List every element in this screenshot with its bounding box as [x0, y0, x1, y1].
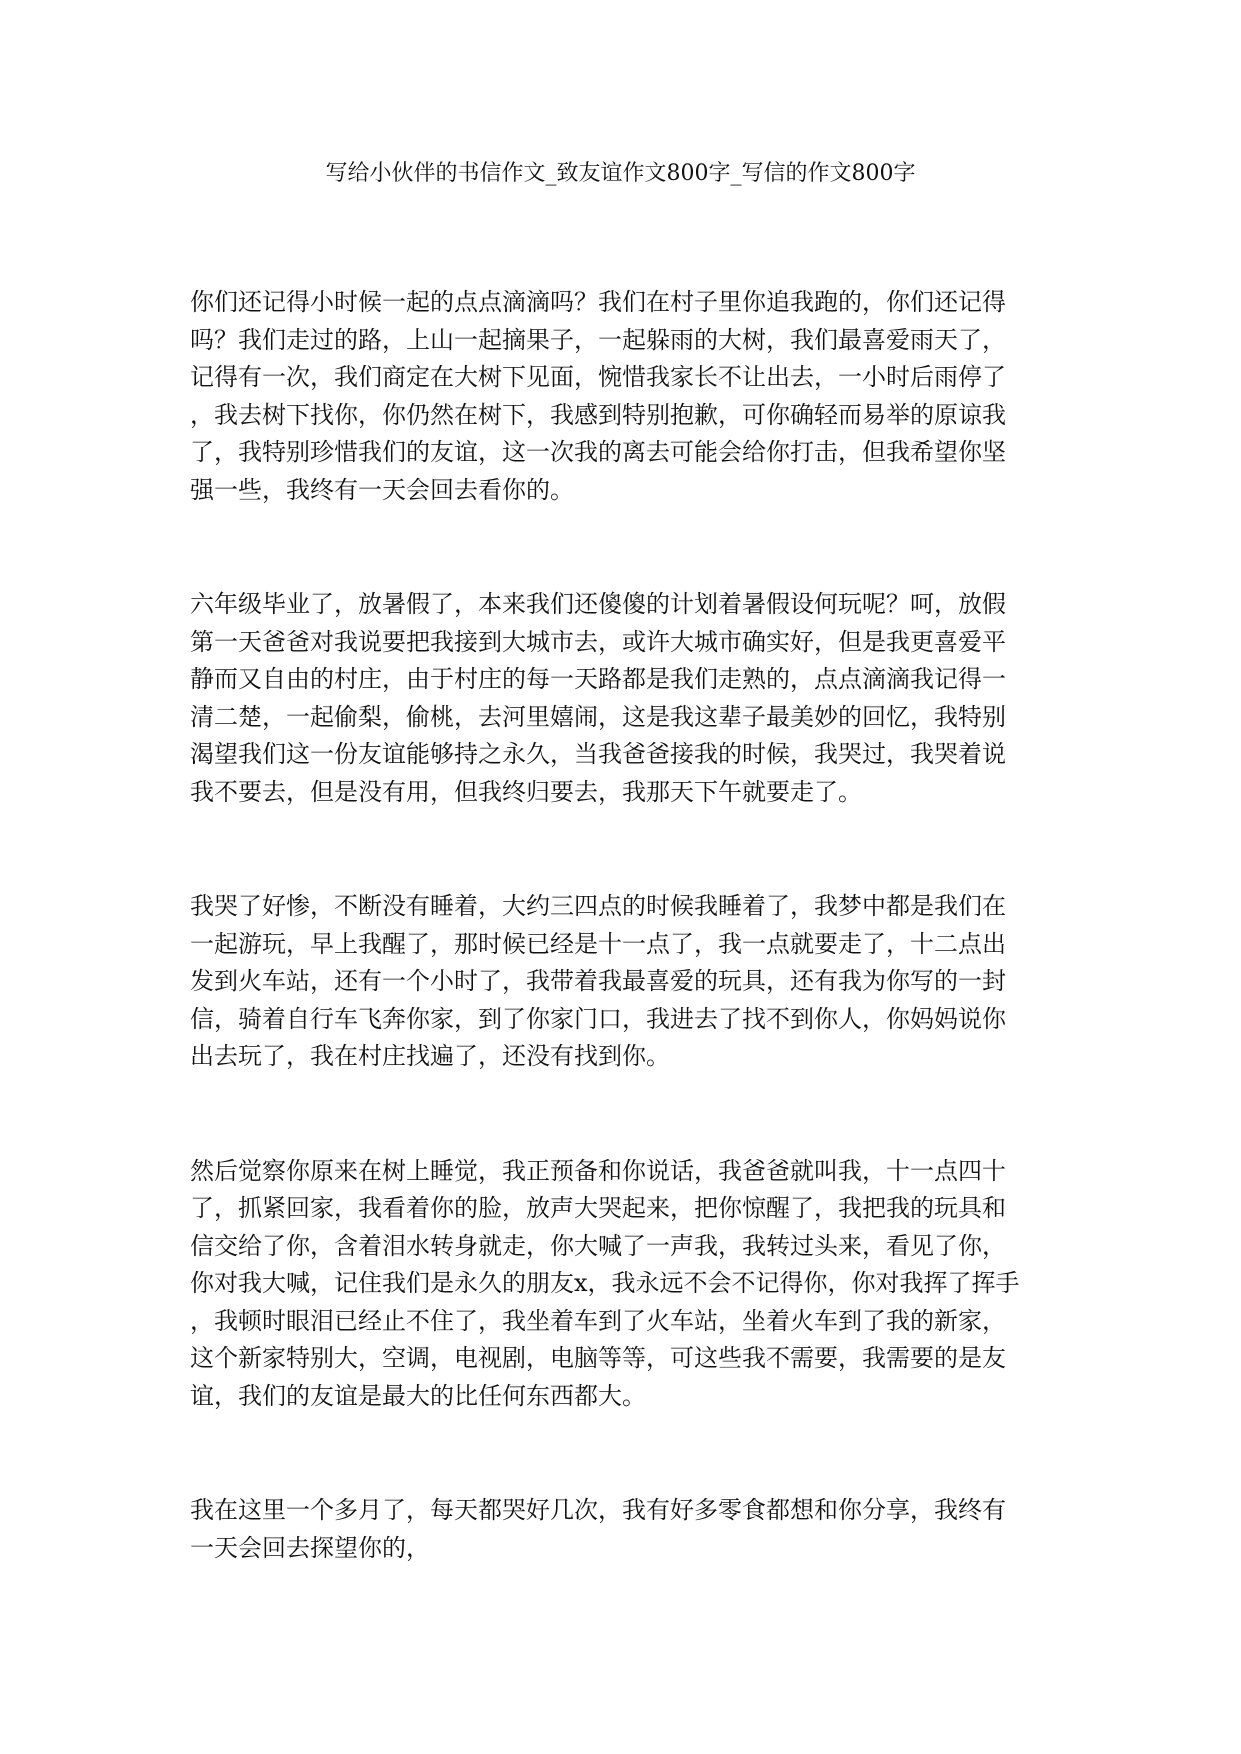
text-line: 六年级毕业了，放暑假了，本来我们还傻傻的计划着暑假设何玩呢？呵，放假: [190, 590, 1006, 618]
text-line: 记得有一次，我们商定在大树下见面，惋惜我家长不让出去，一小时后雨停了: [190, 363, 1006, 391]
text-line: 你们还记得小时候一起的点点滴滴吗？我们在村子里你追我跑的，你们还记得: [190, 288, 1006, 316]
text-line: 静而又自由的村庄，由于村庄的每一天路都是我们走熟的，点点滴滴我记得一: [190, 665, 1006, 693]
text-line: 渴望我们这一份友谊能够持之永久，当我爸爸接我的时候，我哭过，我哭着说: [190, 740, 1006, 768]
text-line: 我在这里一个多月了，每天都哭好几次，我有好多零食都想和你分享，我终有: [190, 1496, 1006, 1524]
document-title: 写给小伙伴的书信作文_致友谊作文800字_写信的作文800字: [325, 161, 916, 186]
text-line: 一天会回去探望你的，: [190, 1533, 430, 1562]
paragraph-5: [190, 1492, 1052, 1567]
text-line: 第一天爸爸对我说要把我接到大城市去，或许大城市确实好，但是我更喜爱平: [190, 627, 1006, 656]
text-line: 了，我特别珍惜我们的友谊，这一次我的离去可能会给你打击，但我希望你坚: [190, 438, 1006, 466]
text-line: 强一些，我终有一天会回去看你的。: [190, 475, 574, 504]
text-line: ，我顿时眼泪已经止不住了，我坐着车到了火车站，坐着火车到了我的新家，: [190, 1306, 1006, 1335]
paragraph-2: [190, 586, 1052, 811]
text-line: 了，抓紧回家，我看着你的脸，放声大哭起来，把你惊醒了，我把我的玩具和: [190, 1194, 1006, 1222]
text-line: 出去玩了，我在村庄找遍了，还没有找到你。: [190, 1042, 670, 1070]
text-line: 清二楚，一起偷梨，偷桃，去河里嬉闹，这是我这辈子最美妙的回忆，我特别: [190, 702, 1006, 731]
paragraph-3: [190, 888, 1052, 1076]
text-line: 一起游玩，早上我醒了，那时候已经是十一点了，我一点就要走了，十二点出: [190, 929, 1006, 958]
paragraph-1: [190, 284, 1052, 509]
text-line: 信交给了你，含着泪水转身就走，你大喊了一声我，我转过头来，看见了你，: [190, 1231, 1006, 1260]
text-line: 我哭了好惨，不断没有睡着，大约三四点的时候我睡着了，我梦中都是我们在: [190, 892, 1006, 920]
text-line: 我不要去，但是没有用，但我终归要去，我那天下午就要走了。: [190, 777, 862, 806]
text-line: 发到火车站，还有一个小时了，我带着我最喜爱的玩具，还有我为你写的一封: [190, 967, 1006, 995]
text-line: 谊，我们的友谊是最大的比任何东西都大。: [190, 1381, 646, 1410]
document-body: [190, 284, 1052, 1644]
text-line: 这个新家特别大，空调，电视剧，电脑等等，可这些我不需要，我需要的是友: [190, 1344, 1006, 1372]
text-line: 然后觉察你原来在树上睡觉，我正预备和你说话，我爸爸就叫我，十一点四十: [190, 1156, 1006, 1185]
text-line: 你对我大喊，记住我们是永久的朋友x，我永远不会不记得你，你对我挥了挥手: [190, 1269, 1020, 1297]
text-line: ，我去树下找你，你仍然在树下，我感到特别抱歉，可你确轻而易举的原谅我: [190, 400, 1006, 429]
text-line: 信，骑着自行车飞奔你家，到了你家门口，我进去了找不到你人，你妈妈说你: [190, 1004, 1006, 1033]
text-line: 吗？我们走过的路，上山一起摘果子，一起躲雨的大树，我们最喜爱雨天了，: [190, 325, 1006, 354]
paragraph-4: [190, 1153, 1052, 1416]
